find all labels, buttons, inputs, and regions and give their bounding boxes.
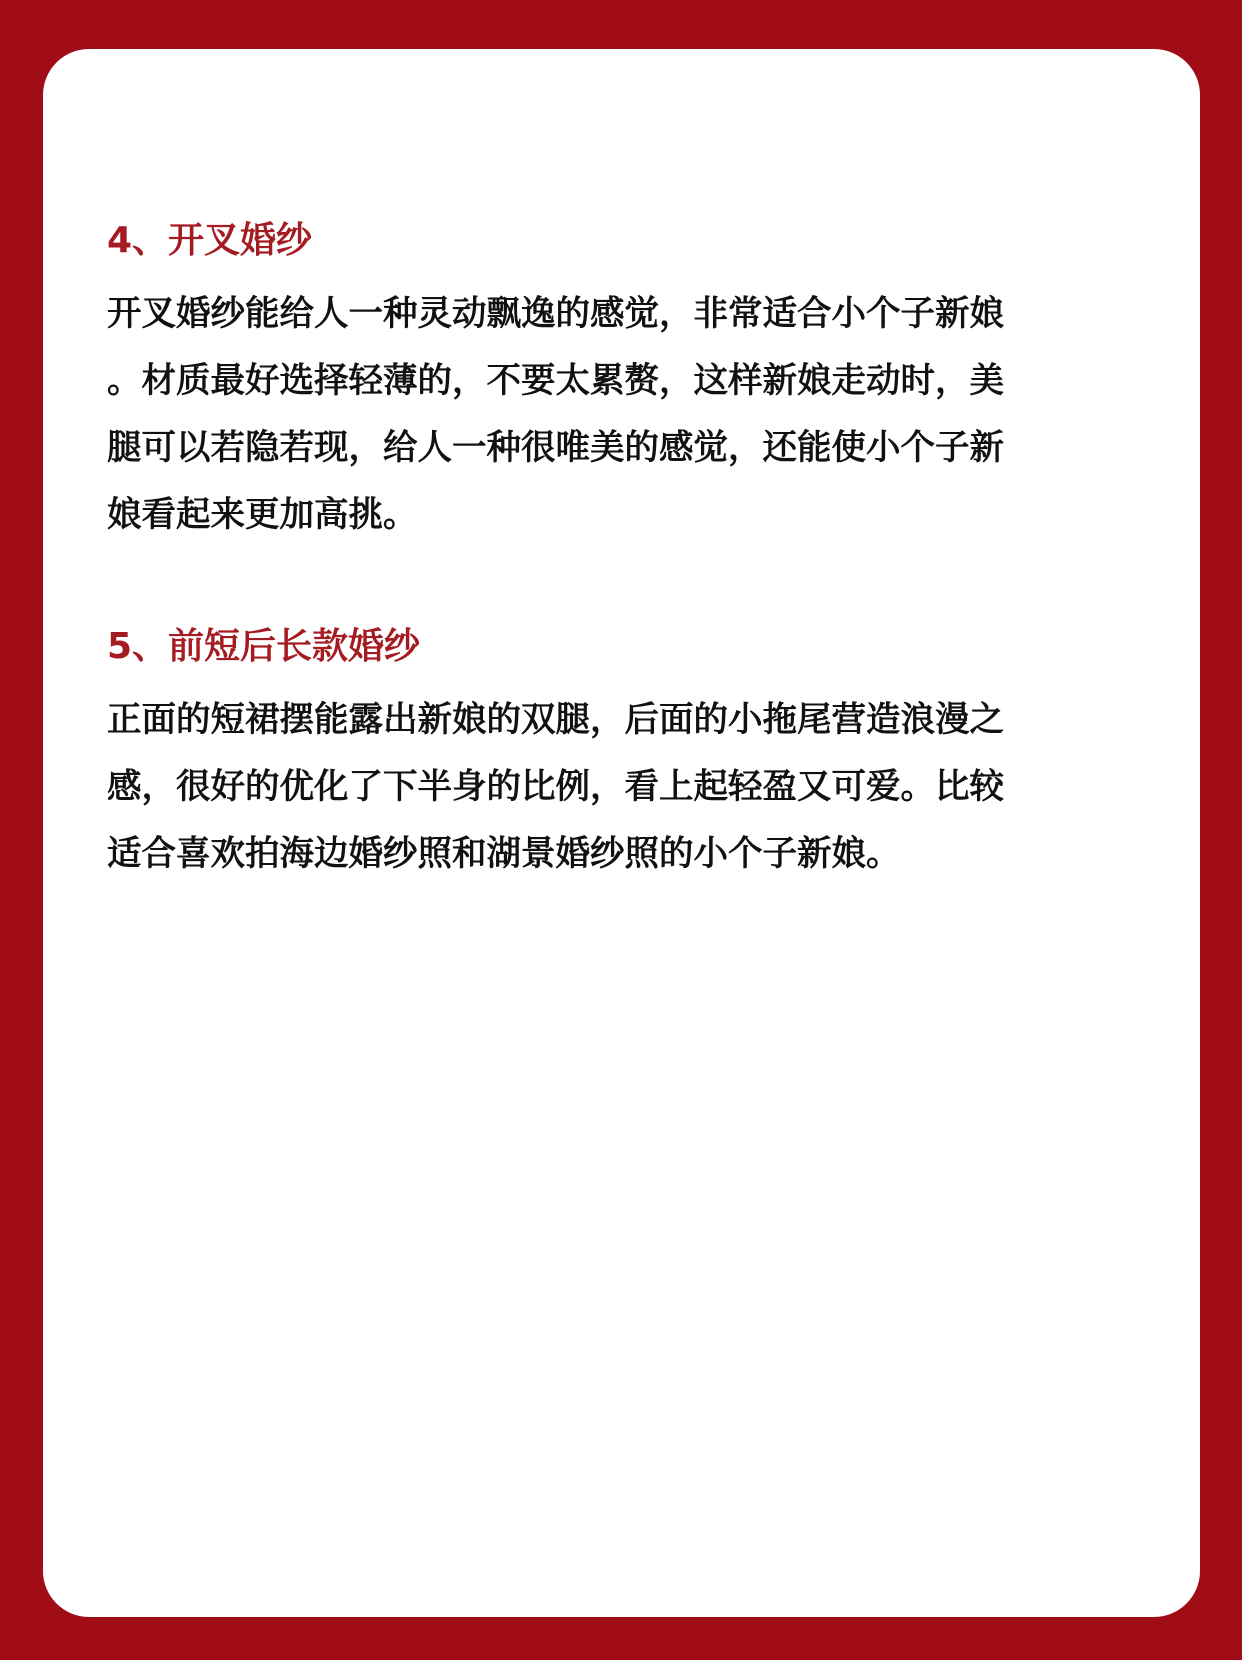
section-split-dress	[107, 215, 1167, 549]
paragraph-line: 正面的短裙摆能露出新娘的双腿，后面的小拖尾营造浪漫之	[107, 700, 1004, 740]
paragraph-line: 腿可以若隐若现，给人一种很唯美的感觉，还能使小个子新	[107, 428, 1004, 468]
section-heading: 5、前短后长款婚纱	[107, 626, 421, 667]
content-card	[43, 49, 1200, 1617]
paragraph-line: 感，很好的优化了下半身的比例，看上起轻盈又可爱。比较	[107, 767, 1004, 807]
paragraph-line: 开叉婚纱能给人一种灵动飘逸的感觉，非常适合小个子新娘	[107, 294, 1004, 334]
section-heading: 4、开叉婚纱	[107, 220, 313, 261]
paragraph-line: 。材质最好选择轻薄的，不要太累赘，这样新娘走动时，美	[107, 361, 1004, 401]
section-paragraph	[107, 281, 1167, 549]
section-paragraph	[107, 687, 1167, 888]
paragraph-line: 适合喜欢拍海边婚纱照和湖景婚纱照的小个子新娘。	[107, 834, 901, 874]
paragraph-line: 娘看起来更加高挑。	[107, 495, 418, 535]
section-high-low-dress	[107, 621, 1167, 888]
